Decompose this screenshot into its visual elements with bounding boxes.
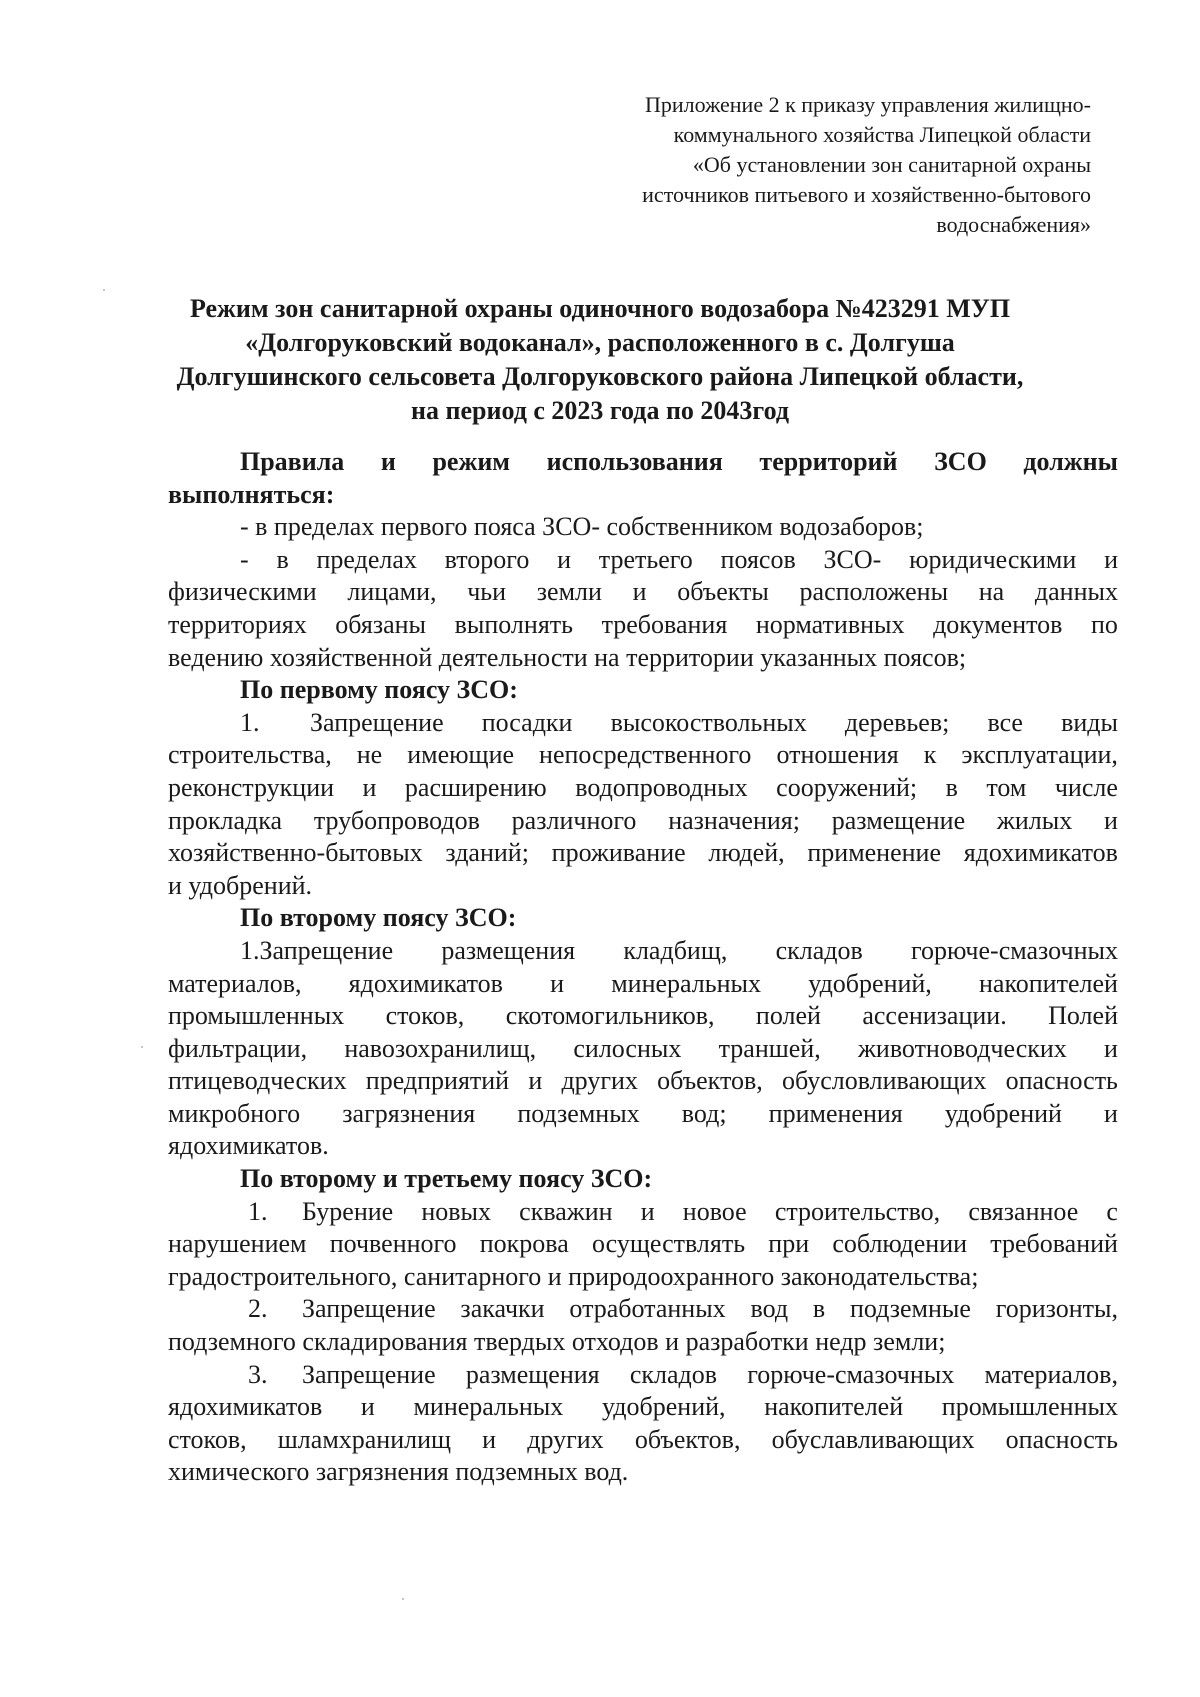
zone23-item-3-number: 3. xyxy=(248,1359,268,1389)
word: подземные xyxy=(849,1294,971,1324)
word: на xyxy=(978,577,1005,607)
zone23-item-3-text xyxy=(302,1359,1118,1392)
zone23-item-2-line xyxy=(168,1293,1118,1326)
word: объектов, xyxy=(657,1066,763,1096)
word: Полей xyxy=(1048,1001,1118,1031)
word: в xyxy=(812,1294,826,1324)
rules-item-2-line xyxy=(168,609,1118,642)
zone2-item-line xyxy=(168,1033,1118,1066)
word: фильтрации, xyxy=(168,1033,308,1063)
word: накопителей xyxy=(764,1392,904,1422)
document-body xyxy=(168,446,1118,1489)
word: третьего xyxy=(598,544,693,574)
zone1-item-line xyxy=(168,772,1118,805)
zone1-item-line xyxy=(168,837,1118,870)
zone2-item-line xyxy=(168,968,1118,1001)
word: отношения xyxy=(776,740,899,770)
word: применения xyxy=(768,1098,903,1128)
word: Бурение xyxy=(302,1196,394,1226)
word: земли xyxy=(536,577,602,607)
word: расширению xyxy=(404,772,547,802)
zone1-item-line xyxy=(168,739,1118,772)
word: и xyxy=(557,544,572,574)
word: ядохимикатов xyxy=(168,1392,323,1422)
word: микробного xyxy=(168,1098,301,1128)
word: и xyxy=(360,1392,375,1422)
word: требования xyxy=(601,609,728,639)
word: и xyxy=(528,1066,543,1096)
word: вод; xyxy=(681,1098,727,1128)
word: применение xyxy=(807,838,942,868)
scan-speck xyxy=(141,1046,143,1048)
word: минеральных xyxy=(611,968,762,998)
word: обуславливающих xyxy=(771,1424,975,1454)
rules-heading-line xyxy=(168,446,1118,479)
zone2-item-line: ядохимикатов. xyxy=(168,1131,329,1161)
word: и xyxy=(550,968,565,998)
word: непосредственного xyxy=(539,740,752,770)
zone23-item-2-line: подземного складирования твердых отходов и разработки недр земли; xyxy=(168,1327,946,1357)
word: ядохимикатов xyxy=(963,838,1118,868)
word: с xyxy=(1106,1196,1118,1226)
word: данных xyxy=(1034,577,1118,607)
zone2-heading: По второму поясу ЗСО: xyxy=(240,903,517,933)
word: высокоствольных xyxy=(610,707,807,737)
word: в xyxy=(945,772,958,802)
annex-line: Приложение 2 к приказу управления жилищно- xyxy=(645,92,1091,117)
word: горюче-смазочных xyxy=(910,935,1118,965)
annex-line: коммунального хозяйства Липецкой области xyxy=(673,122,1091,147)
word: и xyxy=(362,772,377,802)
zone2-item-line xyxy=(168,1000,1118,1033)
word: ядохимикатов xyxy=(348,968,503,998)
word: лицами, xyxy=(347,577,437,607)
word: реконструкции xyxy=(168,772,335,802)
word: скважин xyxy=(519,1196,613,1226)
word: отработанных xyxy=(569,1294,726,1324)
word: сооружений; xyxy=(776,772,918,802)
zone23-item-1-line xyxy=(168,1228,1118,1261)
zone23-item-3-line xyxy=(168,1359,1118,1392)
zone2-item-line xyxy=(168,1098,1118,1131)
word: людей, xyxy=(708,838,785,868)
word: к xyxy=(923,740,937,770)
word: материалов, xyxy=(168,968,302,998)
word: стоков, xyxy=(385,1001,465,1031)
word: и xyxy=(1104,544,1118,574)
title-line: «Долгоруковский водоканал», расположенного в с. Долгуша xyxy=(245,328,955,357)
word: проживание xyxy=(551,838,686,868)
word: и xyxy=(632,577,647,607)
annex-header xyxy=(560,90,1091,240)
rules-item-2-line: ведению хозяйственной деятельности на территории указанных поясов; xyxy=(168,642,967,672)
word: поясов xyxy=(720,544,796,574)
rules-item-2-line xyxy=(168,544,1118,577)
zone23-item-2-text xyxy=(302,1293,1118,1326)
zone1-item-line xyxy=(168,805,1118,838)
word: Запрещение xyxy=(310,707,444,737)
zone1-item-number: 1. xyxy=(240,707,260,737)
word: накопителей xyxy=(979,968,1118,998)
word: размещение xyxy=(831,805,966,835)
word: расположены xyxy=(799,577,949,607)
document-title xyxy=(120,292,1080,428)
scan-speck xyxy=(103,289,105,291)
word: территориях xyxy=(168,609,307,639)
word: удобрений xyxy=(944,1098,1062,1128)
word: птицеводческих xyxy=(168,1066,347,1096)
word: закачки xyxy=(460,1294,545,1324)
word: ЗСО- xyxy=(823,544,882,574)
word: горюче-смазочных xyxy=(747,1359,955,1389)
word: других xyxy=(527,1424,604,1454)
zone23-item-1-line: градостроительного, санитарного и природоохранного законодательства; xyxy=(168,1261,979,1291)
word: загрязнения xyxy=(342,1098,476,1128)
word: других xyxy=(561,1066,638,1096)
word: деревьев; xyxy=(844,707,950,737)
word: обусловливающих xyxy=(781,1066,987,1096)
word: осуществлять xyxy=(592,1229,746,1259)
zone23-item-3-line: химического загрязнения подземных вод. xyxy=(168,1457,629,1487)
word: использования xyxy=(546,447,723,476)
word: и xyxy=(1104,1033,1118,1063)
word: шламхранилищ xyxy=(277,1424,452,1454)
zone23-item-1-text xyxy=(302,1196,1118,1229)
rules-heading-continuation: выполняться: xyxy=(168,479,335,509)
word: чьи xyxy=(467,577,507,607)
word: второго xyxy=(444,544,530,574)
word: и xyxy=(1104,1098,1118,1128)
word: горизонты, xyxy=(995,1294,1118,1324)
word: назначения; xyxy=(668,805,800,835)
title-line: Режим зон санитарной охраны одиночного водозабора №423291 МУП xyxy=(189,294,1011,323)
word: должны xyxy=(1023,447,1118,476)
word: новых xyxy=(421,1196,492,1226)
word: строительство, xyxy=(774,1196,941,1226)
word: различного xyxy=(511,805,637,835)
zone1-item-text xyxy=(310,707,1118,740)
word: размещения xyxy=(465,1359,600,1389)
word: эксплуатации, xyxy=(961,740,1118,770)
word: юридическими xyxy=(909,544,1077,574)
word: удобрений, xyxy=(808,968,932,998)
word: при xyxy=(768,1229,810,1259)
word: 1.Запрещение xyxy=(240,935,394,965)
zone23-item-1-number: 1. xyxy=(248,1196,268,1226)
title-line: Долгушинского сельсовета Долгоруковского района Липецкой области, xyxy=(176,362,1024,391)
word: требований xyxy=(990,1229,1118,1259)
zone23-item-2-number: 2. xyxy=(248,1294,268,1324)
word: Правила xyxy=(240,447,345,476)
zone2-item-line xyxy=(168,1065,1118,1098)
word: скотомогильников, xyxy=(505,1001,715,1031)
word: по xyxy=(1091,609,1118,639)
word: прокладка xyxy=(168,805,283,835)
zone1-item-line: и удобрений. xyxy=(168,870,313,900)
annex-line: «Об установлении зон санитарной охраны xyxy=(692,152,1091,177)
word: и xyxy=(1104,805,1118,835)
annex-line: источников питьевого и хозяйственно-бытового xyxy=(642,182,1091,207)
word: новое xyxy=(682,1196,747,1226)
word: объекты xyxy=(677,577,769,607)
word: удобрений, xyxy=(601,1392,726,1422)
word: жилых xyxy=(996,805,1073,835)
word: Запрещение xyxy=(302,1294,436,1324)
word: животноводческих xyxy=(857,1033,1067,1063)
word: силосных xyxy=(573,1033,682,1063)
word: водопроводных xyxy=(575,772,748,802)
word: подземных xyxy=(517,1098,640,1128)
word: стоков, xyxy=(168,1424,247,1454)
word: трубопроводов xyxy=(313,805,480,835)
zone23-item-3-line xyxy=(168,1424,1118,1457)
zone1-item-line xyxy=(168,707,1118,740)
word: ЗСО xyxy=(934,447,987,476)
word: Запрещение xyxy=(302,1359,436,1389)
word: том xyxy=(986,772,1027,802)
word: и xyxy=(380,447,396,476)
word: документов xyxy=(933,609,1063,639)
word: числе xyxy=(1054,772,1118,802)
word: навозохранилищ, xyxy=(344,1033,537,1063)
word: траншей, xyxy=(718,1033,821,1063)
word: и xyxy=(482,1424,497,1454)
word: размещения xyxy=(441,935,576,965)
word: зданий; xyxy=(445,838,529,868)
zone1-heading: По первому поясу ЗСО: xyxy=(240,675,518,705)
rules-item-1: - в пределах первого пояса ЗСО- собственником водозаборов; xyxy=(240,512,924,542)
title-line: на период с 2023 года по 2043год xyxy=(411,396,789,425)
word: складов xyxy=(775,935,863,965)
word: кладбищ, xyxy=(623,935,728,965)
annex-line: водоснабжения» xyxy=(936,212,1091,237)
word: режим xyxy=(432,447,511,476)
word: почвенного xyxy=(329,1229,457,1259)
word: не xyxy=(356,740,383,770)
word: нормативных xyxy=(755,609,905,639)
word: нарушением xyxy=(168,1229,307,1259)
word: промышленных xyxy=(168,1001,345,1031)
word: в xyxy=(276,544,289,574)
word: минеральных xyxy=(413,1392,564,1422)
word: физическими xyxy=(168,577,317,607)
word: и xyxy=(640,1196,655,1226)
zone23-heading: По второму и третьему поясу ЗСО: xyxy=(240,1164,653,1194)
zone23-item-1-line xyxy=(168,1196,1118,1229)
word: опасность xyxy=(1005,1424,1118,1454)
word: соблюдении xyxy=(832,1229,968,1259)
word: ассенизации. xyxy=(862,1001,1007,1031)
word: обязаны xyxy=(335,609,427,639)
zone23-item-3-line xyxy=(168,1391,1118,1424)
zone2-item-line xyxy=(168,935,1118,968)
word: предприятий xyxy=(365,1066,510,1096)
word: промышленных xyxy=(941,1392,1118,1422)
word: покрова xyxy=(479,1229,569,1259)
word: полей xyxy=(755,1001,821,1031)
word: территорий xyxy=(759,447,898,476)
word: складов xyxy=(629,1359,718,1389)
word: хозяйственно-бытовых xyxy=(168,838,423,868)
word: все xyxy=(987,707,1023,737)
rules-item-2-line xyxy=(168,576,1118,609)
word: связанное xyxy=(968,1196,1079,1226)
word: виды xyxy=(1061,707,1118,737)
word: объектов, xyxy=(634,1424,741,1454)
word: - xyxy=(240,544,249,574)
word: выполнять xyxy=(454,609,573,639)
word: посадки xyxy=(481,707,573,737)
word: строительства, xyxy=(168,740,332,770)
word: материалов, xyxy=(984,1359,1118,1389)
word: опасность xyxy=(1005,1066,1118,1096)
word: вод xyxy=(750,1294,789,1324)
word: имеющие xyxy=(407,740,515,770)
scan-speck xyxy=(402,1598,404,1600)
word: пределах xyxy=(316,544,417,574)
